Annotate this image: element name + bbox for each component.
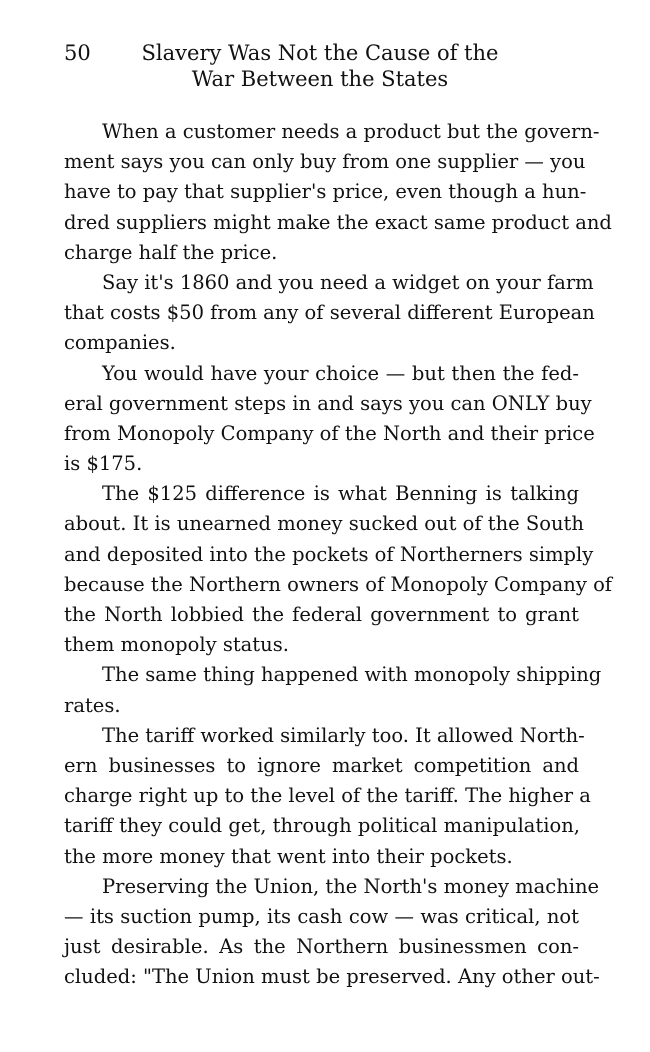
text-line: the more money that went into their pockets. <box>64 844 513 868</box>
text-line: rates. <box>64 693 121 717</box>
text-line: have to pay that supplier's price, even though a hun- <box>64 180 587 204</box>
text-line: because the Northern owners of Monopoly Company of <box>64 572 613 596</box>
text-line: You would have your choice — but then the fed- <box>102 361 579 385</box>
page-number: 50 <box>64 41 91 65</box>
text-line: charge right up to the level of the tariff. The higher a <box>64 784 591 808</box>
running-head <box>140 40 500 92</box>
running-head-line-1: Slavery Was Not the Cause of the <box>141 41 499 65</box>
text-line: just desirable. As the Northern businessmen con- <box>64 935 579 959</box>
text-line: cluded: "The Union must be preserved. Any other out- <box>64 965 600 989</box>
text-line: The same thing happened with monopoly shipping <box>102 663 602 687</box>
text-line: — its suction pump, its cash cow — was critical, not <box>64 904 579 928</box>
text-line: from Monopoly Company of the North and their price <box>64 421 595 445</box>
text-line: about. It is unearned money sucked out of the South <box>64 512 584 536</box>
text-line: ern businesses to ignore market competition and <box>64 753 579 777</box>
text-line: dred suppliers might make the exact same product and <box>64 210 612 234</box>
text-line: that costs $50 from any of several different European <box>64 301 595 325</box>
text-line: them monopoly status. <box>64 633 289 657</box>
text-line: companies. <box>64 331 176 355</box>
running-head-line-2: War Between the States <box>191 67 449 91</box>
body-text <box>64 117 613 992</box>
text-line: ment says you can only buy from one supplier — you <box>64 150 586 174</box>
text-line: The $125 difference is what Benning is talking <box>102 482 579 506</box>
text-line: eral government steps in and says you can ONLY buy <box>64 391 592 415</box>
text-line: charge half the price. <box>64 240 278 264</box>
text-line: When a customer needs a product but the govern- <box>102 120 600 143</box>
text-line: Preserving the Union, the North's money machine <box>102 874 600 898</box>
text-line: the North lobbied the federal government to grant <box>64 603 579 626</box>
text-line: is $175. <box>64 452 143 476</box>
text-line: tariff they could get, through political manipulation, <box>64 814 581 838</box>
text-line: and deposited into the pockets of Northerners simply <box>64 542 594 566</box>
text-line: Say it's 1860 and you need a widget on your farm <box>102 270 594 294</box>
text-line: The tariff worked similarly too. It allowed North- <box>102 723 585 747</box>
